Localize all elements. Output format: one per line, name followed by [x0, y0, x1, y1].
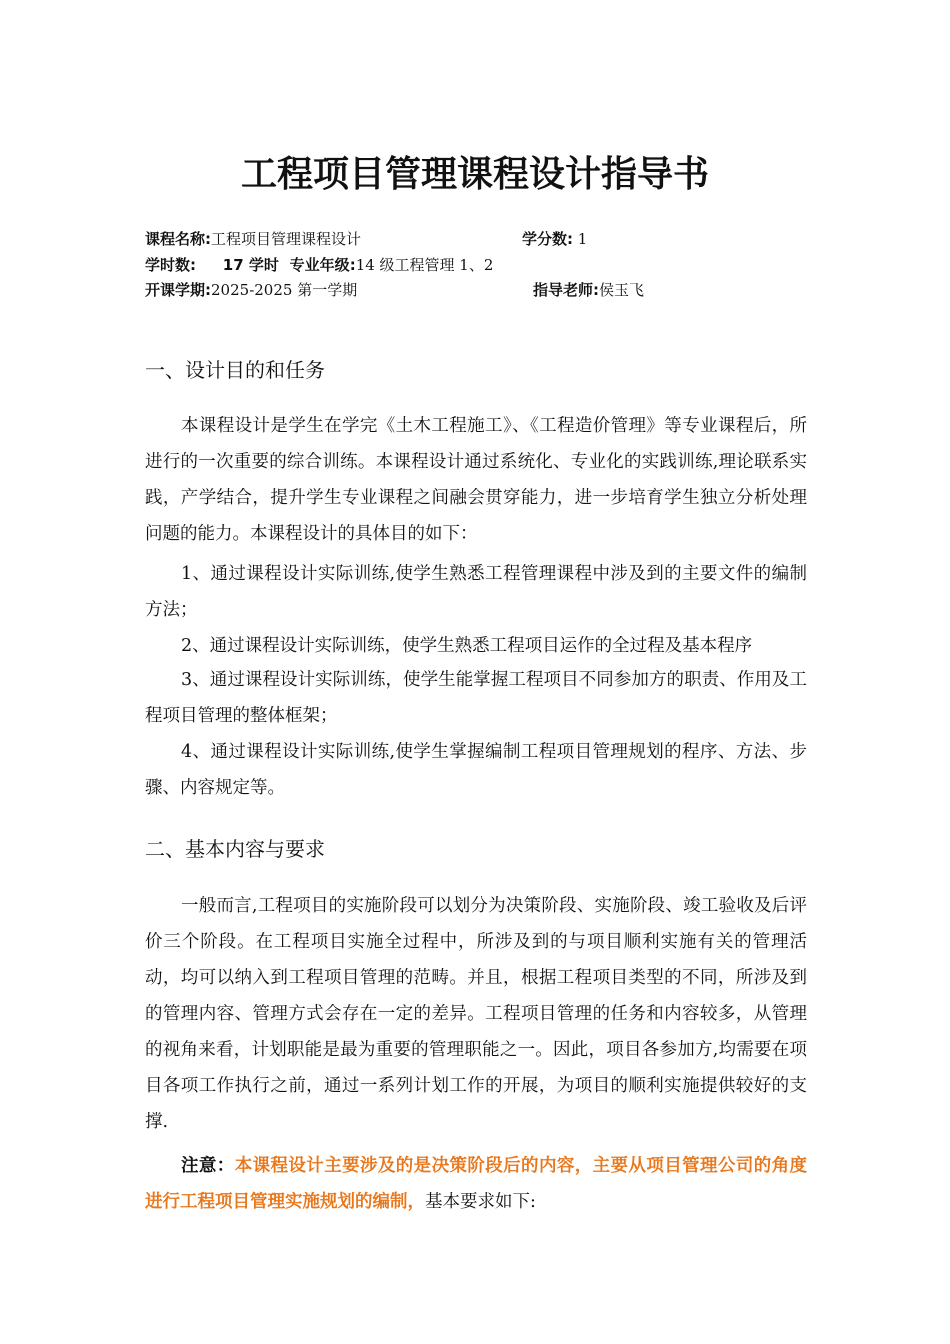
credit-value: 1	[577, 230, 588, 248]
section-2-heading: 二、基本内容与要求	[145, 837, 325, 861]
section-1-heading: 一、设计目的和任务	[145, 358, 325, 382]
teacher-value: 侯玉飞	[599, 281, 645, 299]
note-emphasis: 本课程设计主要涉及的是决策阶段后的内容，主要从项目管理公司的角度进行工程项目管理实施规划的编制，	[145, 1156, 808, 1212]
credit-row: 学分数: 1	[522, 230, 588, 248]
hours-label: 学时数:	[145, 256, 196, 274]
section-1-item-2: 2、通过课程设计实际训练，使学生熟悉工程项目运作的全过程及基本程序	[181, 636, 753, 656]
term-label: 开课学期	[145, 281, 206, 299]
note-rest: 基本要求如下:	[425, 1192, 536, 1212]
section-1-intro: 本课程设计是学生在学完《土木工程施工》、《工程造价管理》等专业课程后，所进行的一次重要的综合训练。本课程设计通过系统化、专业化的实践训练,理论联系实践，产学结合，提升学生专业课程之间融会贯穿能力，进一步培育学生独立分析处理问题的能力。本课程设计的具体目的如下：	[145, 416, 807, 544]
section-1-item-1: 1、通过课程设计实际训练,使学生熟悉工程管理课程中涉及到的主要文件的编制方法；	[145, 564, 807, 620]
course-name-label: 课程名称	[145, 230, 206, 248]
teacher-label: 指导老师	[533, 281, 594, 299]
teacher-row: 指导老师:侯玉飞	[533, 281, 645, 299]
section-1-item-4: 4、通过课程设计实际训练,使学生掌握编制工程项目管理规划的程序、方法、步骤、内容规定等。	[145, 742, 807, 798]
credit-label: 学分数	[522, 230, 568, 248]
major-label: 专业年级	[289, 256, 350, 274]
section-1-item-3: 3、通过课程设计实际训练，使学生能掌握工程项目不同参加方的职责、作用及工程项目管理的整体框架；	[145, 670, 807, 726]
course-name-row: 课程名称:工程项目管理课程设计	[145, 230, 362, 248]
term-row: 开课学期:2025-2025 第一学期	[145, 281, 358, 299]
hours-value: 17 学时	[222, 256, 279, 274]
course-name-value: 工程项目管理课程设计	[211, 230, 362, 248]
major-value: 14 级工程管理 1、2	[355, 256, 494, 274]
document-title: 工程项目管理课程设计指导书	[240, 154, 709, 195]
hours-row: 学时数: 17 学时 专业年级:14 级工程管理 1、2	[145, 256, 494, 274]
section-2-intro: 一般而言,工程项目的实施阶段可以划分为决策阶段、实施阶段、竣工验收及后评价三个阶段。在工程项目实施全过程中，所涉及到的与项目顺利实施有关的管理活动，均可以纳入到工程项目管理的范畴。并且，根据工程项目类型的不同，所涉及到的管理内容、管理方式会存在一定的差异。工程项目管理的任务和内容较多，从管理的视角来看，计划职能是最为重要的管理职能之一。因此，项目各参加方,均需要在项目各项工作执行之前，通过一系列计划工作的开展，为项目的顺利实施提供较好的支撑.	[145, 896, 807, 1132]
term-value: 2025-2025 第一学期	[211, 281, 358, 299]
note-label: 注意：	[181, 1156, 235, 1176]
section-2-note	[145, 1148, 807, 1220]
